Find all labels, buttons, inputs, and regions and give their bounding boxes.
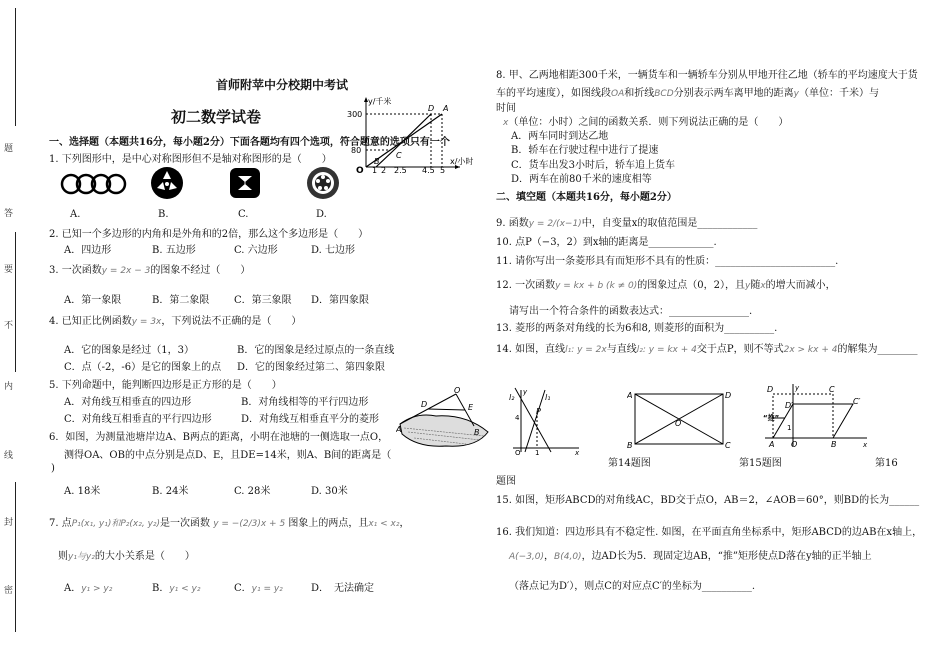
point-O: O: [454, 386, 461, 395]
q1-figure-d: [306, 166, 340, 200]
q8-line1: 8. 甲、乙两地相距300千米，一辆货车和一辆轿车分别从甲地开往乙地（轿车的平均速度大于货: [496, 70, 918, 81]
q8-y: y: [793, 89, 799, 99]
q7-option-b: B．y₁ < y₂: [152, 583, 201, 594]
q1-label-c: C.: [238, 209, 249, 220]
fig15-caption: 第15题图: [739, 458, 782, 469]
q9-formula: y = 2/(x−1): [528, 219, 582, 229]
xtick-25: 2.5: [394, 166, 407, 174]
q7-option-a-math: y₁ > y₂: [81, 584, 113, 594]
q2-text: 2. 已知一个多边形的内角和是外角和的2倍，那么这个多边形是（ ）: [49, 229, 369, 240]
binding-char: 密: [4, 586, 14, 596]
q5-option-b: B．对角线相等的平行四边形: [241, 397, 369, 408]
q10-text: 10. 点P（−3，2）到x轴的距离是_____________.: [496, 237, 717, 248]
q8-option-b: B．轿车在行驶过程中进行了提速: [511, 145, 659, 156]
binding-char: 题: [4, 144, 14, 154]
q6-option-b: B. 24米: [152, 486, 189, 497]
xtick-2: 2: [381, 166, 387, 174]
x-label: x/小时: [450, 157, 474, 166]
q12-formula: y = kx + b (k ≠ 0): [555, 281, 638, 291]
tick-300: 300: [347, 110, 363, 119]
x-label: x: [575, 449, 580, 456]
q4-text-a: 4. 已知正比例函数: [49, 316, 132, 327]
section1-heading: 一、选择题（本题共16分，每小题2分）下面各题均有四个选项，符合题意的选项只有一个: [49, 137, 450, 148]
q6-line3: ): [51, 463, 55, 474]
q12-line1: 12. 一次函数y = kx + b (k ≠ 0)的图象过点（0，2），且y随x的增大而减小，: [496, 280, 836, 291]
q12-line2: 请写出一个符合条件的函数表达式：________________.: [509, 306, 753, 317]
xtick-1: 1: [372, 166, 378, 174]
q9-text: 9. 函数y = 2/(x−1)中，自变量x的取值范围是____________: [496, 218, 758, 229]
q7-condition: x₁ < x₂: [368, 519, 400, 529]
q1-text: 1. 下列图形中，是中心对称图形但不是轴对称图形的是（ ）: [49, 154, 332, 165]
q8-line4: x（单位：小时）之间的函数关系．则下列说法正确的是（ ）: [503, 117, 789, 128]
binding-char: 封: [4, 518, 14, 528]
point-D: D: [725, 391, 731, 400]
q6-option-a: A. 18米: [64, 486, 101, 497]
q7-text-c: 图象上的两点，且: [288, 518, 369, 529]
q1-figure-c: [229, 167, 261, 199]
point-A: A: [769, 440, 775, 449]
q3-formula: y = 2x − 3: [101, 266, 151, 276]
q4-option-b: B．它的图象是经过原点的一条直线: [237, 345, 395, 356]
point-A: A: [396, 425, 402, 434]
q8-line2: 车的平均速度），如图线段OA和折线BCD分别表示两车离甲地的距离y（单位：千米）与: [496, 88, 879, 99]
section2-heading: 二、填空题（本题共16分，每小题2分）: [496, 192, 677, 203]
q4-option-d: D．它的图象经过第二、第四象限: [237, 362, 386, 373]
q4-text-b: ，下列说法不正确的是（ ）: [161, 316, 302, 327]
line-l1: [525, 390, 545, 452]
tick-1: 1: [787, 424, 792, 432]
label-l1: l₁: [545, 393, 551, 402]
q7-l2-a: 则: [58, 551, 68, 562]
xtick-5: 5: [440, 166, 446, 174]
q2-option-a: A．四边形: [64, 245, 112, 256]
fig16-caption-cont: 题图: [496, 476, 516, 487]
q3-option-d: D．第四象限: [311, 295, 370, 306]
q4-text: [49, 312, 301, 327]
origin: O: [791, 440, 798, 449]
tick-80: 80: [351, 146, 362, 155]
origin: O: [515, 449, 521, 456]
q16-point-a: A(−3,0): [509, 552, 545, 562]
q7-l2-b: 的大小关系是（ ）: [94, 551, 195, 562]
q7-points: P₁(x₁, y₁)和P₂(x₂, y₂): [71, 519, 161, 529]
q5-option-a: A．对角线互相垂直的四边形: [64, 397, 192, 408]
q3-text-a: 3. 一次函数: [49, 265, 102, 276]
q1-label-a: A.: [70, 209, 81, 220]
binding-line: [15, 482, 16, 632]
point-D: D: [421, 400, 428, 409]
q2-option-b: B. 五边形: [152, 245, 196, 256]
q7-y1-y2: y₁与y₂: [68, 552, 95, 562]
q8-oa: OA: [611, 89, 625, 99]
q3-text-b: 的图象不经过（ ）: [150, 265, 251, 276]
school-title: 首师附苹中分校期中考试: [216, 78, 349, 92]
q14-l1: l₁: y = 2x: [565, 345, 607, 355]
q8-option-a: A．两车同时到达乙地: [511, 131, 609, 142]
y-label: y/千米: [368, 97, 392, 106]
q8-x: x: [503, 118, 509, 128]
q1-figure-b: [150, 166, 184, 200]
binding-line: [15, 232, 16, 372]
binding-char: 答: [4, 209, 14, 219]
q7-text-d: ，: [399, 518, 410, 529]
q7-line2: [58, 547, 195, 562]
point-D: D: [428, 104, 435, 113]
q7-option-c: C．y₁ = y₂: [234, 583, 283, 594]
point-D-prime: D′: [785, 401, 793, 410]
q16-line3: （落点记为D′），则点C的对应点C′的坐标为__________.: [509, 581, 756, 592]
point-C: C: [396, 151, 402, 160]
xtick-45: 4.5: [422, 166, 435, 174]
point-C: C: [829, 385, 835, 394]
point-P: P: [536, 407, 541, 416]
q5-text: 5. 下列命题中，能判断四边形是正方形的是（ ）: [49, 380, 282, 391]
q3-option-b: B．第二象限: [152, 295, 210, 306]
q3-option-c: C．第三象限: [234, 295, 292, 306]
q8-line3: 时间: [496, 103, 516, 114]
q8-bcd: BCD: [654, 89, 674, 99]
point-D: D: [767, 385, 774, 394]
q2-option-d: D. 七边形: [311, 245, 356, 256]
q15-text: 15. 如图，矩形ABCD的对角线AC，BD交于点O，AB＝2，∠AOB＝60°，则BD的长为______: [496, 495, 920, 506]
q4-formula: y = 3x: [131, 317, 162, 327]
point-B: B: [474, 428, 480, 437]
binding-char: 不: [4, 321, 14, 331]
point-B: B: [374, 157, 380, 166]
q4-option-a: A．它的图象是经过（1，3）: [64, 345, 194, 356]
y-label: y: [795, 384, 800, 392]
paper-title: 初二数学试卷: [171, 108, 262, 126]
tick-1: 1: [535, 449, 540, 456]
point-C-prime: C′: [853, 397, 861, 406]
q14-ineq: 2x > kx + 4: [783, 345, 838, 355]
q8-option-c: C．货车出发3小时后，轿车追上货车: [511, 160, 676, 171]
fig15: [627, 388, 731, 450]
q14-l2: l₂: y = kx + 4: [636, 345, 697, 355]
point-B: B: [627, 441, 633, 450]
label-l2: l₂: [509, 393, 515, 402]
point-E: E: [468, 403, 474, 412]
tick-4: 4: [515, 414, 520, 422]
q7-line1: [49, 514, 410, 529]
binding-line: [15, 8, 16, 126]
point-C: C: [725, 441, 731, 450]
q16-line2: A(−3,0)，B(4,0)，边AD长为5．现固定边AB，“推”矩形使点D落在y轴的正半轴上: [509, 551, 872, 562]
q14-text: 14. 如图，直线l₁: y = 2x与直线l₂: y = kx + 4交于点P，则不等式2x > kx + 4的解集为________: [496, 344, 918, 355]
q6-option-c: C. 28米: [234, 486, 271, 497]
q5-option-c: C．对角线互相垂直的平行四边形: [64, 414, 212, 425]
origin-label: O: [356, 166, 364, 174]
q6-option-d: D. 30米: [311, 486, 348, 497]
q6-line2: 测得OA、OB的中点分别是点D、E，且DE=14米，则A、B间的距离是（: [64, 450, 392, 461]
q7-option-d: D． 无法确定: [311, 583, 375, 594]
q7-text-a: 7. 点: [49, 518, 72, 529]
q3-text: [49, 261, 250, 276]
q7-option-c-math: y₁ = y₂: [251, 584, 283, 594]
push-label: “推”: [763, 414, 780, 422]
q16-point-b: B(4,0): [554, 552, 582, 562]
point-A: A: [443, 104, 449, 113]
fig16-caption: 第16: [875, 458, 898, 469]
q2-option-c: C. 六边形: [234, 245, 278, 256]
q3-option-a: A．第一象限: [64, 295, 122, 306]
q16-line1: 16. 我们知道：四边形具有不稳定性. 如图，在平面直角坐标系中，矩形ABCD的边AB在x轴上，: [496, 527, 923, 538]
q7-option-b-math: y₁ < y₂: [169, 584, 201, 594]
x-label: x: [863, 441, 868, 449]
q1-label-d: D.: [316, 209, 327, 220]
original-rect: [773, 394, 833, 438]
y-label: y: [523, 388, 528, 396]
q7-option-a: A．y₁ > y₂: [64, 583, 113, 594]
q11-text: 11. 请你写出一条菱形具有而矩形不具有的性质：________________________.: [496, 256, 839, 267]
binding-char: 要: [4, 265, 14, 275]
point-A: A: [627, 391, 633, 400]
binding-char: 线: [4, 451, 14, 461]
q13-text: 13. 菱形的两条对角线的长为6和8, 则菱形的面积为__________.: [496, 323, 778, 334]
q1-label-b: B.: [158, 209, 169, 220]
point-O: O: [675, 419, 682, 428]
q6-figure: [396, 386, 492, 452]
q1-figure-a: [60, 170, 128, 202]
fig14: [503, 386, 583, 456]
fig16: [763, 382, 873, 452]
binding-char: 内: [4, 382, 14, 392]
q7-function: y = −(2/3)x + 5: [213, 519, 286, 529]
point-B: B: [831, 440, 837, 449]
q7-text-b: 是一次函数: [160, 518, 211, 529]
q4-option-c: C．点（-2，-6）是它的图象上的点: [64, 362, 222, 373]
q5-option-d: D．对角线互相垂直平分的菱形: [241, 414, 380, 425]
q6-line1: 6．如图，为测量池塘岸边A、B两点的距离，小明在池塘的一侧选取一点O，: [49, 432, 389, 443]
fig14-caption: 第14题图: [608, 458, 651, 469]
q8-option-d: D．两车在前80千米的速度相等: [511, 174, 652, 185]
